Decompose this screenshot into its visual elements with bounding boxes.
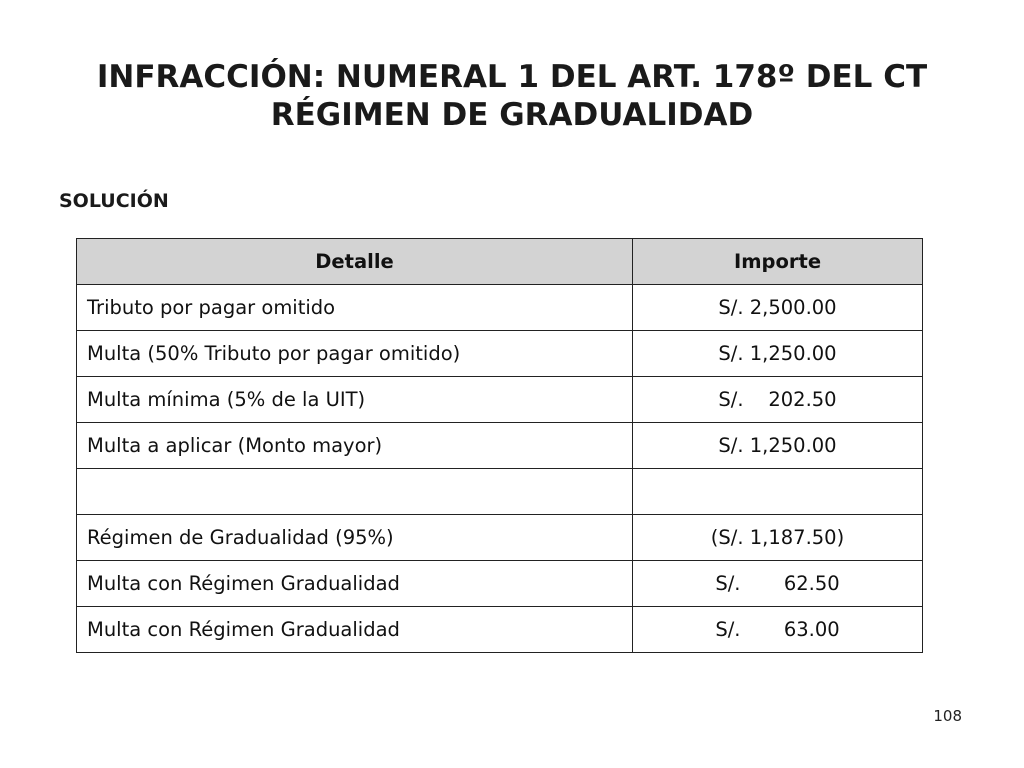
row-detail: Multa (50% Tributo por pagar omitido) [77, 331, 633, 377]
row-amount: S/. 1,250.00 [633, 423, 923, 469]
row-detail: Multa mínima (5% de la UIT) [77, 377, 633, 423]
title-line-2: RÉGIMEN DE GRADUALIDAD [270, 97, 754, 133]
row-amount: S/. 2,500.00 [633, 285, 923, 331]
page-number: 108 [933, 707, 962, 725]
solution-table [76, 238, 923, 653]
table-row [77, 331, 923, 377]
row-detail: Multa con Régimen Gradualidad [77, 607, 633, 653]
row-amount: S/. 62.50 [633, 561, 923, 607]
row-detail: Tributo por pagar omitido [77, 285, 633, 331]
row-detail: Multa con Régimen Gradualidad [77, 561, 633, 607]
row-amount: S/. 1,250.00 [633, 331, 923, 377]
slide-title [0, 58, 1024, 134]
title-line-1: INFRACCIÓN: NUMERAL 1 DEL ART. 178º DEL CT [96, 59, 928, 95]
table-header-row [77, 239, 923, 285]
row-detail: Multa a aplicar (Monto mayor) [77, 423, 633, 469]
row-amount: S/. 202.50 [633, 377, 923, 423]
table-row [77, 561, 923, 607]
column-header-amount: Importe [633, 239, 923, 285]
table-row-empty [77, 469, 923, 515]
table-row [77, 285, 923, 331]
row-amount [633, 469, 923, 515]
table-row [77, 377, 923, 423]
table-row [77, 423, 923, 469]
row-detail [77, 469, 633, 515]
row-amount: (S/. 1,187.50) [633, 515, 923, 561]
table-row [77, 515, 923, 561]
section-label: SOLUCIÓN [59, 190, 169, 212]
table-row [77, 607, 923, 653]
column-header-detail: Detalle [77, 239, 633, 285]
row-amount: S/. 63.00 [633, 607, 923, 653]
row-detail: Régimen de Gradualidad (95%) [77, 515, 633, 561]
